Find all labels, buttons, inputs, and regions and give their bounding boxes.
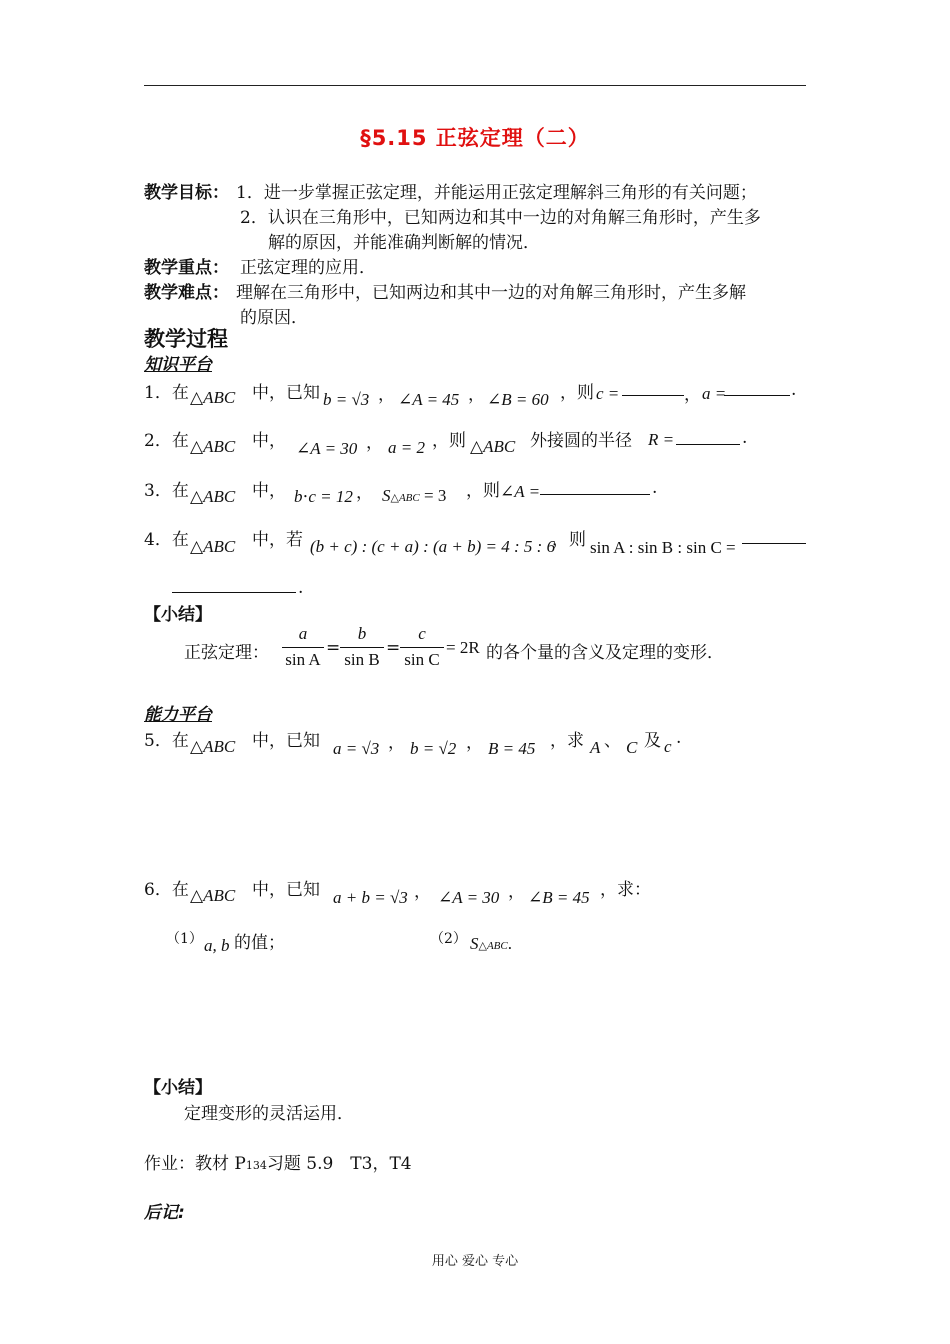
question-3-text: 中， xyxy=(252,481,286,501)
question-1-cond-b-angle: ∠B = 60 xyxy=(487,390,549,409)
question-4-text: 中，若 xyxy=(252,530,303,550)
difficulty-label: 教学难点： xyxy=(144,283,229,303)
focus-label: 教学重点： xyxy=(144,258,229,278)
question-5-ask: ，求 xyxy=(550,731,584,751)
question-4-number: 4．在 xyxy=(144,530,189,550)
question-6-part-2-label: （2） xyxy=(430,931,467,947)
question-1-number: 1．在 xyxy=(144,383,189,403)
ability-heading: 能力平台 xyxy=(144,705,212,725)
process-heading: 教学过程 xyxy=(144,327,228,351)
question-6-text: 中，已知 xyxy=(252,880,320,900)
question-2-text: 中， xyxy=(252,431,286,451)
summary-1-2r: = 2R xyxy=(446,638,480,657)
question-6-triangle: △ABC xyxy=(190,886,236,905)
question-6-part-2-area: S△ABC. xyxy=(470,934,512,953)
question-6-cond-angle-b: ∠B = 45 xyxy=(528,888,590,907)
question-2-triangle-2: △ABC xyxy=(470,437,516,456)
question-1-blank-c[interactable] xyxy=(622,379,684,396)
question-1-blank-a[interactable] xyxy=(724,379,790,396)
question-1-cond-a: ∠A = 45 xyxy=(398,390,460,409)
question-3-then: ，则 xyxy=(466,481,500,501)
question-4-ask: sin A : sin B : sin C = xyxy=(590,538,736,557)
homework: 作业：教材 P134习题 5.9 T3，T4 xyxy=(144,1154,412,1174)
question-4-triangle: △ABC xyxy=(190,537,236,556)
question-2-ask-r: R = xyxy=(648,430,675,449)
question-6-ask: ，求： xyxy=(600,880,651,900)
goals-label: 教学目标： xyxy=(144,183,229,203)
question-2-then: ，则 xyxy=(432,431,466,451)
postscript-label: 后记: xyxy=(144,1203,185,1223)
question-4-then: ，则 xyxy=(552,530,586,550)
question-3-cond-area: S△ABC = 3 xyxy=(382,486,447,505)
question-5-cond-b: b = √2 xyxy=(410,739,457,758)
question-5-number: 5．在 xyxy=(144,731,189,751)
question-1-cond-b: b = √3 xyxy=(323,390,370,409)
question-5-var-c: c xyxy=(664,737,672,756)
summary-1-label: 【小结】 xyxy=(144,605,212,625)
question-5-text: 中，已知 xyxy=(252,731,320,751)
question-1-text: 中，已知 xyxy=(252,383,320,403)
question-2-cond-angle: ∠A = 30 xyxy=(296,439,358,458)
difficulty-line1: 理解在三角形中，已知两边和其中一边的对角解三角形时，产生多解 xyxy=(236,283,746,303)
question-6-cond-angle-a: ∠A = 30 xyxy=(438,888,500,907)
question-4-blank-a[interactable] xyxy=(742,527,806,544)
question-2-triangle: △ABC xyxy=(190,437,236,456)
goal-item-1: 1．进一步掌握正弦定理，并能运用正弦定理解斜三角形的有关问题； xyxy=(236,183,757,203)
focus-text: 正弦定理的应用． xyxy=(240,258,376,278)
question-6-number: 6．在 xyxy=(144,880,189,900)
question-5-cond-a: a = √3 xyxy=(333,739,380,758)
difficulty-line2: 的原因． xyxy=(240,308,308,328)
question-5-cond-angle: B = 45 xyxy=(488,739,536,758)
question-3-triangle: △ABC xyxy=(190,487,236,506)
page-footer: 用心 爱心 专心 xyxy=(431,1254,519,1269)
question-3-cond-bc: b⋅c = 12 xyxy=(294,487,353,506)
fraction-c-over-sin-c: $\frac{c}{\text{sin C}}$ xyxy=(400,624,444,670)
question-2-number: 2．在 xyxy=(144,431,189,451)
summary-1-prefix: 正弦定理： xyxy=(184,643,269,663)
question-4-blank-b[interactable] xyxy=(172,576,296,593)
question-3-ask: ∠A = xyxy=(500,482,541,501)
fraction-b-over-sin-b: $\frac{b}{\text{sin B}}$ xyxy=(340,624,384,670)
summary-2-label: 【小结】 xyxy=(144,1078,212,1098)
question-3-number: 3．在 xyxy=(144,481,189,501)
summary-1-suffix: 的各个量的含义及定理的变形． xyxy=(486,643,724,663)
question-2-cond-a: a = 2 xyxy=(388,438,425,457)
question-5-var-a: A xyxy=(590,738,601,757)
question-6-part-1-label: （1） xyxy=(166,931,203,947)
question-2-blank[interactable] xyxy=(676,428,740,445)
summary-2-text: 定理变形的灵活运用． xyxy=(184,1104,354,1124)
question-1-ask-a: a = xyxy=(702,384,727,403)
question-3-blank[interactable] xyxy=(540,478,650,495)
question-1-then: ，则 xyxy=(560,383,594,403)
question-5-triangle: △ABC xyxy=(190,737,236,756)
goal-item-2-line1: 2．认识在三角形中，已知两边和其中一边的对角解三角形时，产生多 xyxy=(240,208,761,228)
question-1-triangle: △ABC xyxy=(190,388,236,407)
question-4-condition: (b + c) : (c + a) : (a + b) = 4 : 5 : 6 xyxy=(310,537,556,556)
question-6-cond-sum: a + b = √3 xyxy=(333,888,408,907)
question-6-part-1-text: 的值； xyxy=(234,933,285,953)
question-2-radius-text: 外接圆的半径 xyxy=(530,431,632,451)
question-6-part-1-vars: a, b xyxy=(204,936,230,955)
question-5-var-c-angle: C xyxy=(626,738,638,757)
header-rule xyxy=(144,85,806,86)
fraction-a-over-sin-a: $\frac{a}{\text{sin A}}$ xyxy=(282,624,324,670)
page-title: §5.15 正弦定理（二） xyxy=(360,126,590,150)
question-1-ask-c: c = xyxy=(596,384,620,403)
goal-item-2-line2: 解的原因，并能准确判断解的情况． xyxy=(268,233,540,253)
knowledge-heading: 知识平台 xyxy=(144,355,212,375)
